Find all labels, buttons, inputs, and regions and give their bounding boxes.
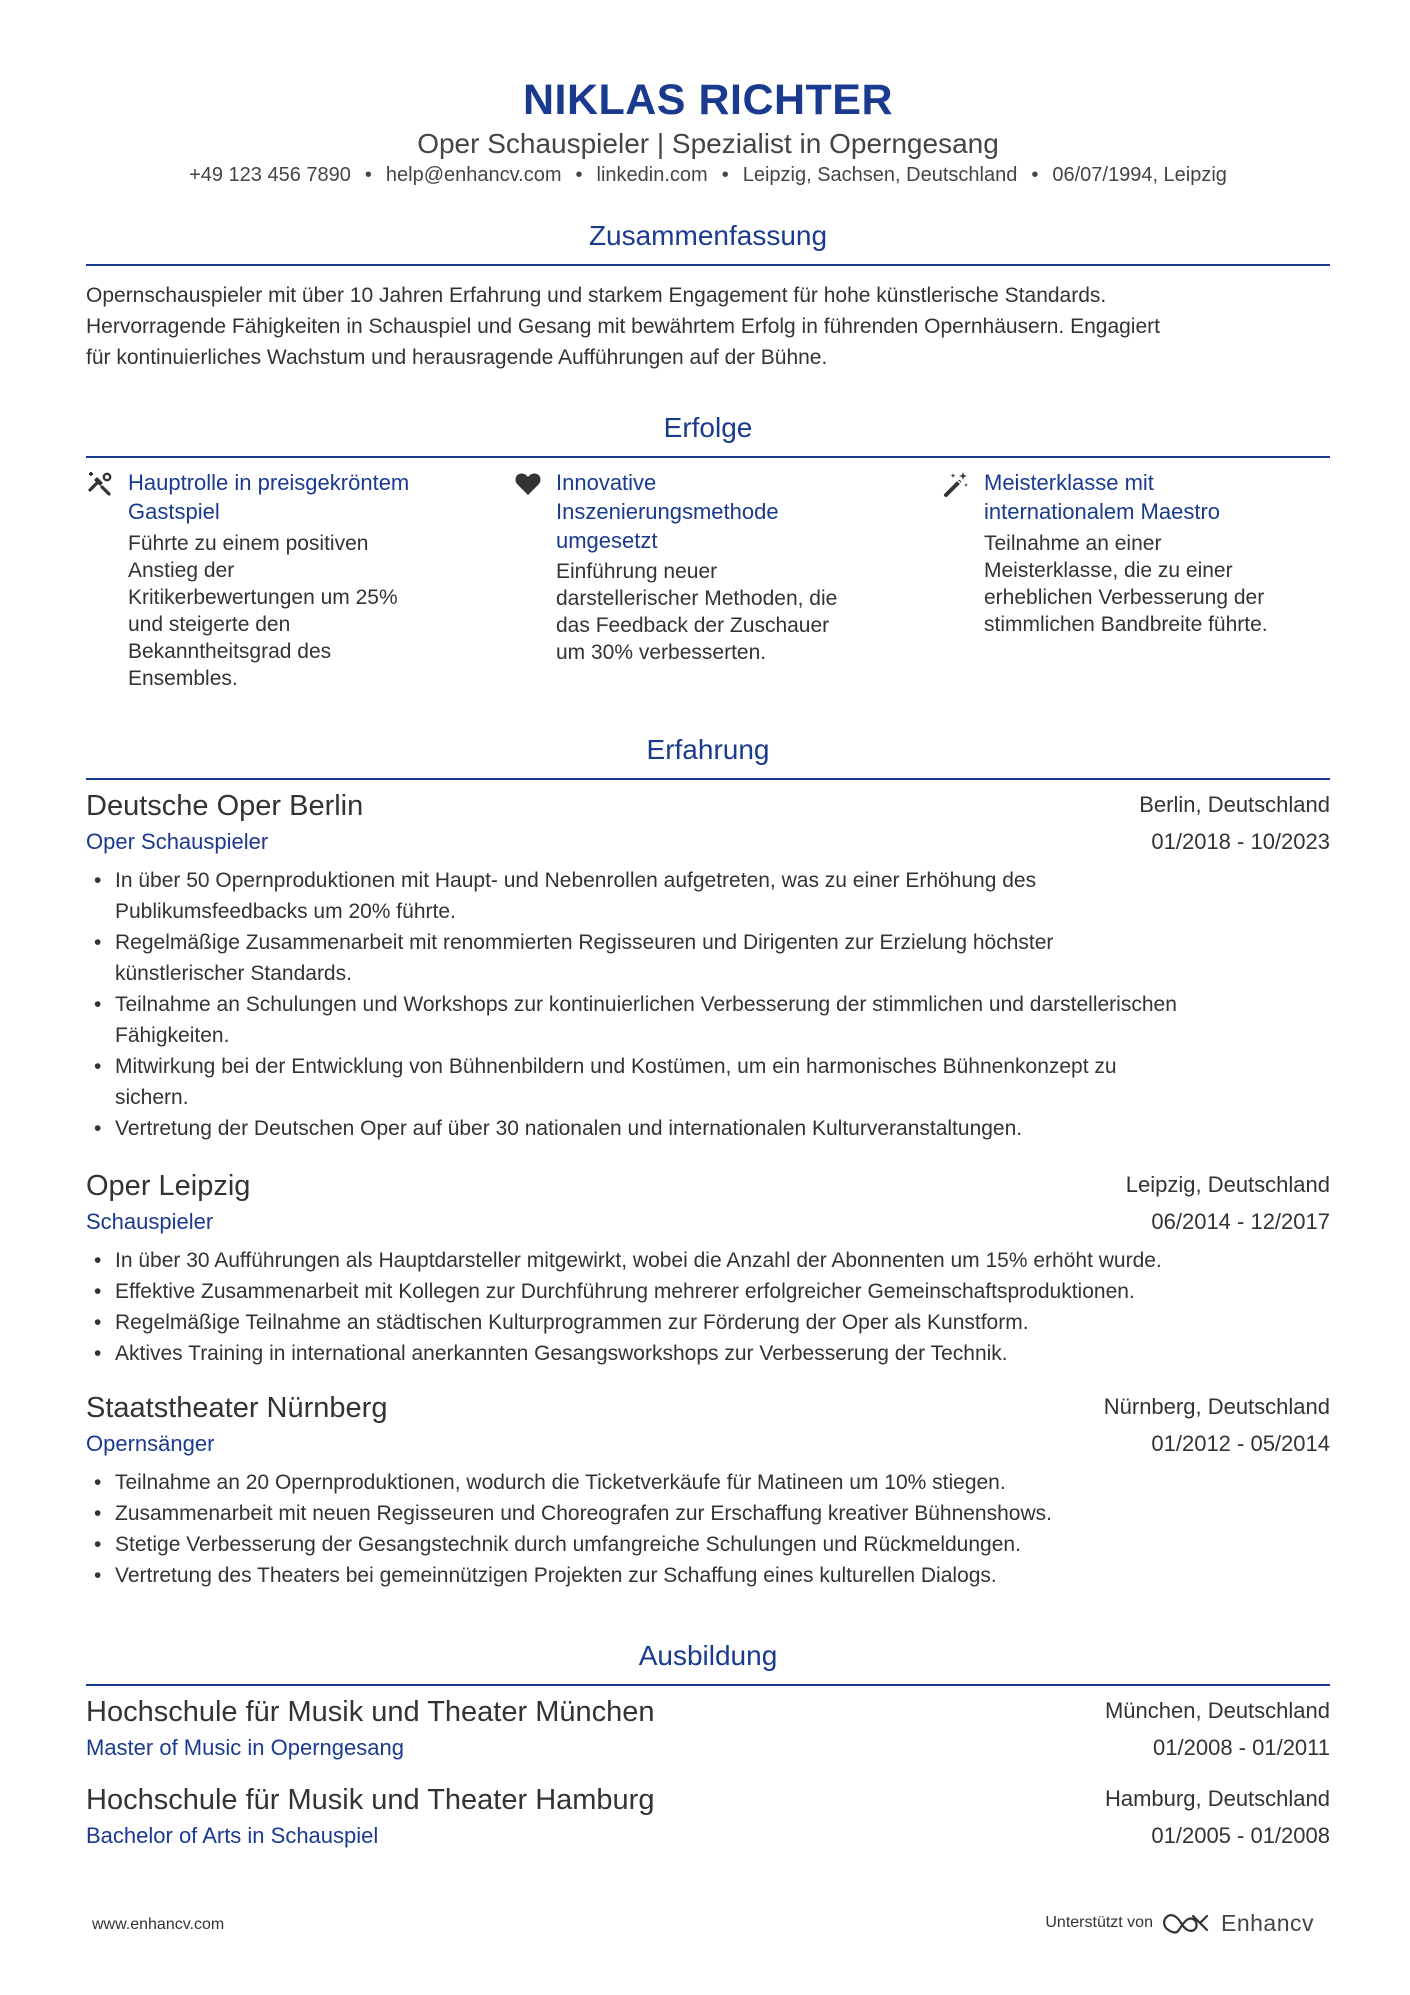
- section-divider: [86, 264, 1330, 266]
- bullet-line: • Regelmäßige Zusammenarbeit mit renommierten Regisseuren und Dirigenten zur Erzielung höchster: [115, 931, 1054, 954]
- achievement-desc-line: Anstieg der: [128, 559, 235, 582]
- achievement-desc-line: Meisterklasse, die zu einer: [984, 559, 1233, 582]
- bullet-line: • In über 50 Opernproduktionen mit Haupt- und Nebenrollen aufgetreten, was zu einer Erhöhung des: [115, 869, 1037, 892]
- bullet-item: [86, 1051, 1330, 1113]
- bullet-item: [86, 1338, 1330, 1369]
- achievement-title-line: Gastspiel: [128, 499, 220, 524]
- achievement-title: [128, 468, 468, 526]
- section-divider: [86, 456, 1330, 458]
- bullet-line: künstlerischer Standards.: [115, 962, 352, 985]
- achievement-title-line: Meisterklasse mit: [984, 470, 1154, 495]
- achievement-description: [128, 530, 468, 692]
- brand-name: Enhancv: [1220, 1909, 1314, 1936]
- contact-separator: •: [721, 164, 729, 186]
- achievement-title-line: Inszenierungsmethode: [556, 499, 779, 524]
- bullet-item: [86, 1276, 1330, 1307]
- job-location: Berlin, Deutschland: [1139, 792, 1330, 817]
- achievement-desc-line: darstellerischer Methoden, die: [556, 587, 838, 610]
- achievement-desc-line: das Feedback der Zuschauer: [556, 614, 830, 637]
- enhancv-logo-icon: [1163, 1911, 1211, 1935]
- section-title-experience: Erfahrung: [646, 734, 770, 765]
- job-dates: 01/2018 - 10/2023: [1151, 829, 1330, 854]
- bullet-line: • Aktives Training in international anerkannten Gesangsworkshops zur Verbesserung der Technik.: [115, 1342, 1008, 1365]
- bullet-item: [86, 1245, 1330, 1276]
- achievement-desc-line: Einführung neuer: [556, 560, 718, 583]
- company-name: Staatstheater Nürnberg: [86, 1392, 388, 1424]
- bullet-line: • Regelmäßige Teilnahme an städtischen Kulturprogrammen zur Förderung der Oper als Kunstform.: [115, 1311, 1029, 1334]
- achievement-title-line: umgesetzt: [556, 528, 658, 553]
- contact-location: Leipzig, Sachsen, Deutschland: [742, 164, 1018, 186]
- achievement-title: [984, 468, 1324, 526]
- school-location: München, Deutschland: [1104, 1698, 1330, 1723]
- footer-branding: [1045, 1908, 1314, 1938]
- job-dates: 06/2014 - 12/2017: [1151, 1209, 1330, 1234]
- job-bullets: [86, 1467, 1330, 1591]
- contact-separator: •: [364, 164, 372, 186]
- job-location: Nürnberg, Deutschland: [1103, 1394, 1330, 1419]
- education-dates: 01/2008 - 01/2011: [1153, 1735, 1330, 1760]
- bullet-item: [86, 1529, 1330, 1560]
- job-bullets: [86, 1245, 1330, 1369]
- contact-linkedin: linkedin.com: [596, 164, 708, 186]
- summary-line: für kontinuierliches Wachstum und herausragende Aufführungen auf der Bühne.: [86, 346, 828, 369]
- bullet-item: [86, 989, 1330, 1051]
- contact-separator: •: [575, 164, 583, 186]
- achievement-title-line: Hauptrolle in preisgekröntem: [128, 470, 410, 495]
- section-title-education: Ausbildung: [638, 1640, 778, 1671]
- summary-text: [86, 280, 1330, 373]
- bullet-line: Fähigkeiten.: [115, 1024, 230, 1047]
- job-role: Oper Schauspieler: [86, 829, 269, 854]
- candidate-name: NIKLAS RICHTER: [522, 76, 894, 124]
- bullet-item: [86, 1498, 1330, 1529]
- bullet-line: • Mitwirkung bei der Entwicklung von Bühnenbildern und Kostümen, um ein harmonisches Bühnenkonzept zu: [115, 1055, 1117, 1078]
- achievement-desc-line: um 30% verbesserten.: [556, 641, 767, 664]
- achievement-desc-line: erheblichen Verbesserung der: [984, 586, 1265, 609]
- bullet-line: • Zusammenarbeit mit neuen Regisseuren und Choreografen zur Erschaffung kreativer Bühnenshows.: [115, 1502, 1052, 1525]
- education-dates: 01/2005 - 01/2008: [1151, 1823, 1330, 1848]
- bullet-item: [86, 865, 1330, 927]
- achievement-desc-line: Kritikerbewertungen um 25%: [128, 586, 398, 609]
- job-location: Leipzig, Deutschland: [1125, 1172, 1330, 1197]
- achievement-title-line: Innovative: [556, 470, 657, 495]
- achievement-desc-line: Teilnahme an einer: [984, 532, 1162, 555]
- bullet-line: • Stetige Verbesserung der Gesangstechnik durch umfangreiche Schulungen und Rückmeldungen.: [115, 1533, 1021, 1556]
- achievement-desc-line: stimmlichen Bandbreite führte.: [984, 613, 1268, 636]
- footer-website[interactable]: www.enhancv.com: [92, 1916, 225, 1933]
- achievement-desc-line: Bekanntheitsgrad des: [128, 640, 332, 663]
- achievement-description: [556, 558, 896, 666]
- contact-email: help@enhancv.com: [385, 164, 562, 186]
- degree-name: Bachelor of Arts in Schauspiel: [86, 1823, 379, 1848]
- bullet-item: [86, 1113, 1330, 1144]
- contact-birth: 06/07/1994, Leipzig: [1052, 164, 1227, 186]
- bullet-line: • Vertretung der Deutschen Oper auf über 30 nationalen und internationalen Kulturveranstaltungen.: [115, 1117, 1023, 1140]
- tools-icon: [86, 470, 114, 498]
- achievement-desc-line: Führte zu einem positiven: [128, 532, 369, 555]
- bullet-line: • Vertretung des Theaters bei gemeinnützigen Projekten zur Schaffung eines kulturellen Dialogs.: [115, 1564, 997, 1587]
- achievement-description: [984, 530, 1324, 638]
- summary-line: Hervorragende Fähigkeiten in Schauspiel und Gesang mit bewährtem Erfolg in führenden Opernhäusern. Engagiert: [86, 315, 1160, 338]
- company-name: Deutsche Oper Berlin: [86, 790, 364, 822]
- achievement-desc-line: und steigerte den: [128, 613, 291, 636]
- bullet-line: • In über 30 Aufführungen als Hauptdarsteller mitgewirkt, wobei die Anzahl der Abonnenten um 15% erhöht wurde.: [115, 1249, 1162, 1272]
- achievement-desc-line: Ensembles.: [128, 667, 238, 690]
- company-name: Oper Leipzig: [86, 1170, 251, 1202]
- heart-icon: [514, 470, 542, 498]
- school-name: Hochschule für Musik und Theater Hamburg: [86, 1784, 655, 1816]
- contact-separator: •: [1031, 164, 1039, 186]
- powered-by-label: Unterstützt von: [1045, 1914, 1153, 1931]
- bullet-item: [86, 1307, 1330, 1338]
- job-bullets: [86, 865, 1330, 1144]
- contact-phone: +49 123 456 7890: [189, 164, 351, 186]
- bullet-item: [86, 1560, 1330, 1591]
- school-name: Hochschule für Musik und Theater München: [86, 1696, 655, 1728]
- job-role: Opernsänger: [86, 1431, 215, 1456]
- bullet-line: • Teilnahme an 20 Opernproduktionen, wodurch die Ticketverkäufe für Matineen um 10% stiegen.: [115, 1471, 1006, 1494]
- summary-line: Opernschauspieler mit über 10 Jahren Erfahrung und starkem Engagement für hohe künstlerische Standards.: [86, 284, 1107, 307]
- degree-name: Master of Music in Operngesang: [86, 1735, 404, 1760]
- candidate-title: Oper Schauspieler | Spezialist in Operngesang: [417, 128, 999, 159]
- section-divider: [86, 1684, 1330, 1686]
- bullet-item: [86, 927, 1330, 989]
- contact-line: [86, 164, 1330, 187]
- bullet-line: • Effektive Zusammenarbeit mit Kollegen zur Durchführung mehrerer erfolgreicher Gemeinschaftsproduktionen.: [115, 1280, 1135, 1303]
- bullet-item: [86, 1467, 1330, 1498]
- section-title-summary: Zusammenfassung: [588, 220, 828, 251]
- job-role: Schauspieler: [86, 1209, 214, 1234]
- achievement-title: [556, 468, 896, 555]
- school-location: Hamburg, Deutschland: [1104, 1786, 1330, 1811]
- achievement-title-line: internationalem Maestro: [984, 499, 1221, 524]
- bullet-line: sichern.: [115, 1086, 189, 1109]
- job-dates: 01/2012 - 05/2014: [1151, 1431, 1330, 1456]
- bullet-line: Publikumsfeedbacks um 20% führte.: [115, 900, 456, 923]
- section-divider: [86, 778, 1330, 780]
- bullet-line: • Teilnahme an Schulungen und Workshops zur kontinuierlichen Verbesserung der stimmlichen und darstellerischen: [115, 993, 1177, 1016]
- magic-wand-icon: [942, 470, 970, 498]
- section-title-achievements: Erfolge: [663, 412, 753, 443]
